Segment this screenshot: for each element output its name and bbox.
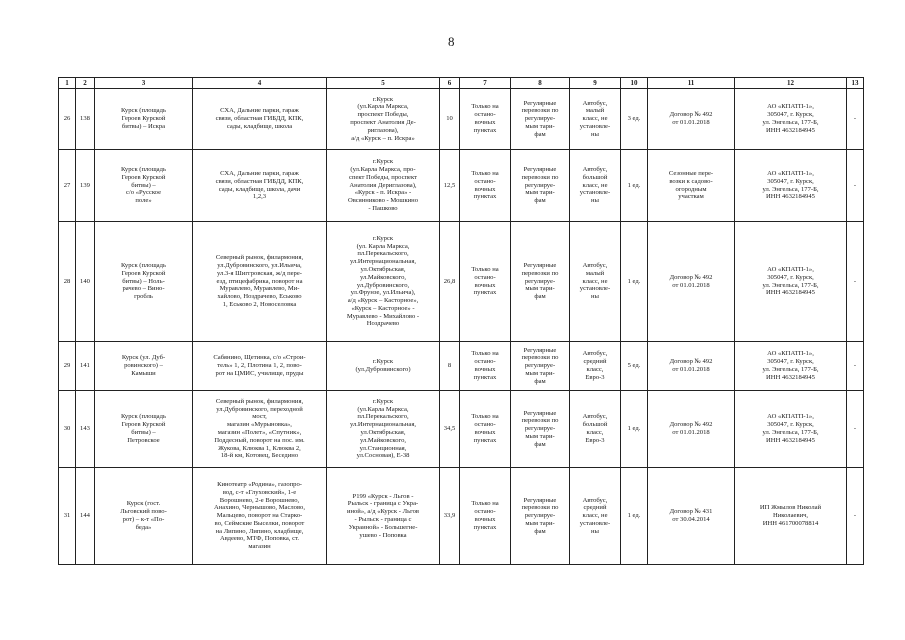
extra-info: - bbox=[847, 391, 864, 468]
route-stops: СХА, Дальние парки, гараж связи, областная ГИБДД, КПК, сады, кладбище, школа bbox=[193, 89, 327, 150]
transport-type: Регулярные перевозки по регулируе- мым тари- фам bbox=[511, 391, 570, 468]
extra-info: - bbox=[847, 342, 864, 391]
table-row bbox=[59, 222, 864, 342]
contract-basis: Договор № 492 от 01.01.2018 bbox=[648, 222, 735, 342]
vehicle-count: 5 ед. bbox=[621, 342, 648, 391]
vehicle-class: Автобус, большой класс, не установле- ны bbox=[570, 150, 621, 222]
contract-basis: Договор № 492 от 01.01.2018 bbox=[648, 391, 735, 468]
column-header: 10 bbox=[621, 78, 648, 89]
transport-type: Регулярные перевозки по регулируе- мым тари- фам bbox=[511, 89, 570, 150]
row-number: 27 bbox=[59, 150, 76, 222]
route-name: Курск (площадь Героев Курской битвы) – Ноль- рачево – Вино- гробль bbox=[95, 222, 193, 342]
route-name: Курск (площадь Героев Курской битвы) – Искра bbox=[95, 89, 193, 150]
column-header: 2 bbox=[76, 78, 95, 89]
column-header: 9 bbox=[570, 78, 621, 89]
vehicle-count: 1 ед. bbox=[621, 222, 648, 342]
routes-table bbox=[58, 77, 864, 565]
route-streets: г.Курск (ул.Карла Маркса, пл.Перекальского, ул.Интернациональная, ул.Октябрьская, ул.Майковского, ул.Станционная, ул.Сосновая), Е-38 bbox=[327, 391, 440, 468]
table-row bbox=[59, 342, 864, 391]
route-streets: г.Курск (ул.Карла Маркса, про- спект Победы, проспект Анатолия Дериглазова), «Курск - п. Искра» - Овсянниково - Мошкино - Пашково bbox=[327, 150, 440, 222]
route-name: Курск (ул. Дуб- ровинского) – Камыши bbox=[95, 342, 193, 391]
column-header: 11 bbox=[648, 78, 735, 89]
route-stops: СХА, Дальние парки, гараж связи, областная ГИБДД, КПК, сады, кладбище, школа, дачи 1,2,3 bbox=[193, 150, 327, 222]
carrier-info: АО «КПАТП-1», 305047, г. Курск, ул. Энгельса, 177-Б, ИНН 4632184945 bbox=[735, 222, 847, 342]
header-row bbox=[59, 78, 864, 89]
stop-mode: Только на остано- вочных пунктах bbox=[460, 391, 511, 468]
vehicle-count: 1 ед. bbox=[621, 468, 648, 565]
route-number: 144 bbox=[76, 468, 95, 565]
route-stops: Северный рынок, филармония, ул.Дубровинского, переходной мост, магазин «Мурыновка», магазин «Полет», «Спутник», Поддесный, поворот на пос. им. Жукова, Клюква 1, Клюква 2, 18-й км, Котовец, Беседино bbox=[193, 391, 327, 468]
contract-basis: Договор № 492 от 01.01.2018 bbox=[648, 342, 735, 391]
column-header: 7 bbox=[460, 78, 511, 89]
column-header: 12 bbox=[735, 78, 847, 89]
carrier-info: АО «КПАТП-1», 305047, г. Курск, ул. Энгельса, 177-Б, ИНН 4632184945 bbox=[735, 150, 847, 222]
column-header: 6 bbox=[440, 78, 460, 89]
stop-mode: Только на остано- вочных пунктах bbox=[460, 468, 511, 565]
table-row bbox=[59, 150, 864, 222]
transport-type: Регулярные перевозки по регулируе- мым тари- фам bbox=[511, 222, 570, 342]
route-number: 140 bbox=[76, 222, 95, 342]
extra-info: - bbox=[847, 89, 864, 150]
carrier-info: АО «КПАТП-1», 305047, г. Курск, ул. Энгельса, 177-Б, ИНН 4632184945 bbox=[735, 391, 847, 468]
stop-mode: Только на остано- вочных пунктах bbox=[460, 150, 511, 222]
route-stops: Сабянино, Щетинка, с/о «Строи- тель» 1, 2, Плотина 1, 2, пово- рот на ЦМИС, училище, пруды bbox=[193, 342, 327, 391]
route-name: Курск (гост. Льговский пово- рот) – к-т «По- беда» bbox=[95, 468, 193, 565]
row-number: 30 bbox=[59, 391, 76, 468]
vehicle-count: 1 ед. bbox=[621, 391, 648, 468]
route-streets: г.Курск (ул.Дубровинского) bbox=[327, 342, 440, 391]
route-name: Курск (площадь Героев Курской битвы) – с/о «Русское поле» bbox=[95, 150, 193, 222]
column-header: 1 bbox=[59, 78, 76, 89]
extra-info: - bbox=[847, 468, 864, 565]
row-number: 31 bbox=[59, 468, 76, 565]
row-number: 28 bbox=[59, 222, 76, 342]
carrier-info: АО «КПАТП-1», 305047, г. Курск, ул. Энгельса, 177-Б, ИНН 4632184945 bbox=[735, 89, 847, 150]
row-number: 29 bbox=[59, 342, 76, 391]
extra-info: - bbox=[847, 150, 864, 222]
route-length: 33,9 bbox=[440, 468, 460, 565]
route-streets: г.Курск (ул.Карла Маркса, проспект Победы, проспект Анатолия Де- риглазова), а/д «Курск – п. Искра» bbox=[327, 89, 440, 150]
route-length: 12,5 bbox=[440, 150, 460, 222]
route-length: 34,5 bbox=[440, 391, 460, 468]
contract-basis: Сезонные пере- возки к садово- огородным участкам bbox=[648, 150, 735, 222]
extra-info: - bbox=[847, 222, 864, 342]
transport-type: Регулярные перевозки по регулируе- мым тари- фам bbox=[511, 150, 570, 222]
vehicle-class: Автобус, малый класс, не установле- ны bbox=[570, 89, 621, 150]
column-header: 13 bbox=[847, 78, 864, 89]
vehicle-count: 1 ед. bbox=[621, 150, 648, 222]
vehicle-class: Автобус, большой класс, Евро-3 bbox=[570, 391, 621, 468]
column-header: 3 bbox=[95, 78, 193, 89]
route-stops: Кинотеатр «Родина», газопро- вод, с-т «Глуховский», 1-е Ворошнево, 2-е Ворошнево, Анахино, Чернышово, Маслово, Мальцево, поворот на Старко- во, Сеймские Выселки, поворот на Липино, Липино, кладбище, Авдеево, МТФ, Поповка, ст. магазин bbox=[193, 468, 327, 565]
vehicle-class: Автобус, средний класс, Евро-3 bbox=[570, 342, 621, 391]
route-name: Курск (площадь Героев Курской битвы) – Петровское bbox=[95, 391, 193, 468]
column-header: 5 bbox=[327, 78, 440, 89]
route-length: 8 bbox=[440, 342, 460, 391]
carrier-info: ИП Жмылов Николай Николаевич, ИНН 461700078814 bbox=[735, 468, 847, 565]
transport-type: Регулярные перевозки по регулируе- мым тари- фам bbox=[511, 342, 570, 391]
stop-mode: Только на остано- вочных пунктах bbox=[460, 222, 511, 342]
column-header: 8 bbox=[511, 78, 570, 89]
route-streets: г.Курск (ул. Карла Маркса, пл.Перекальского, ул.Интернациональная, ул.Октябрьская, ул.Майковского, ул.Дубровинского, ул.Фрунзе, ул.Ильича), а/д «Курск – Касторное», «Курск – Касторное» - Муравлево - Михайлово - Ноздрачево bbox=[327, 222, 440, 342]
route-stops: Северный рынок, филармония, ул.Дубровинского, ул.Ильича, ул.3-я Шиггровская, ж/д пере- езд, птицефабрика, поворот на Муравлево, Муравлево, Ми- хайлово, Ноздрачево, Еськово 1, Еськово 2, Новоселовка bbox=[193, 222, 327, 342]
stop-mode: Только на остано- вочных пунктах bbox=[460, 89, 511, 150]
route-number: 143 bbox=[76, 391, 95, 468]
route-number: 139 bbox=[76, 150, 95, 222]
column-header: 4 bbox=[193, 78, 327, 89]
vehicle-count: 3 ед. bbox=[621, 89, 648, 150]
route-number: 141 bbox=[76, 342, 95, 391]
vehicle-class: Автобус, малый класс, не установле- ны bbox=[570, 222, 621, 342]
row-number: 26 bbox=[59, 89, 76, 150]
route-streets: Р199 «Курск - Льгов - Рыльск - граница с Укра- иной», а/д «Курск - Льгов - Рыльск - граница с Украиной» - Большегне- ушево - Поповка bbox=[327, 468, 440, 565]
page-number: 8 bbox=[448, 34, 455, 49]
route-length: 10 bbox=[440, 89, 460, 150]
table-row bbox=[59, 468, 864, 565]
vehicle-class: Автобус, средний класс, не установле- ны bbox=[570, 468, 621, 565]
carrier-info: АО «КПАТП-1», 305047, г. Курск, ул. Энгельса, 177-Б, ИНН 4632184945 bbox=[735, 342, 847, 391]
table-row bbox=[59, 391, 864, 468]
route-length: 26,8 bbox=[440, 222, 460, 342]
table-row bbox=[59, 89, 864, 150]
route-number: 138 bbox=[76, 89, 95, 150]
contract-basis: Договор № 431 от 30.04.2014 bbox=[648, 468, 735, 565]
contract-basis: Договор № 492 от 01.01.2018 bbox=[648, 89, 735, 150]
stop-mode: Только на остано- вочных пунктах bbox=[460, 342, 511, 391]
transport-type: Регулярные перевозки по регулируе- мым тари- фам bbox=[511, 468, 570, 565]
